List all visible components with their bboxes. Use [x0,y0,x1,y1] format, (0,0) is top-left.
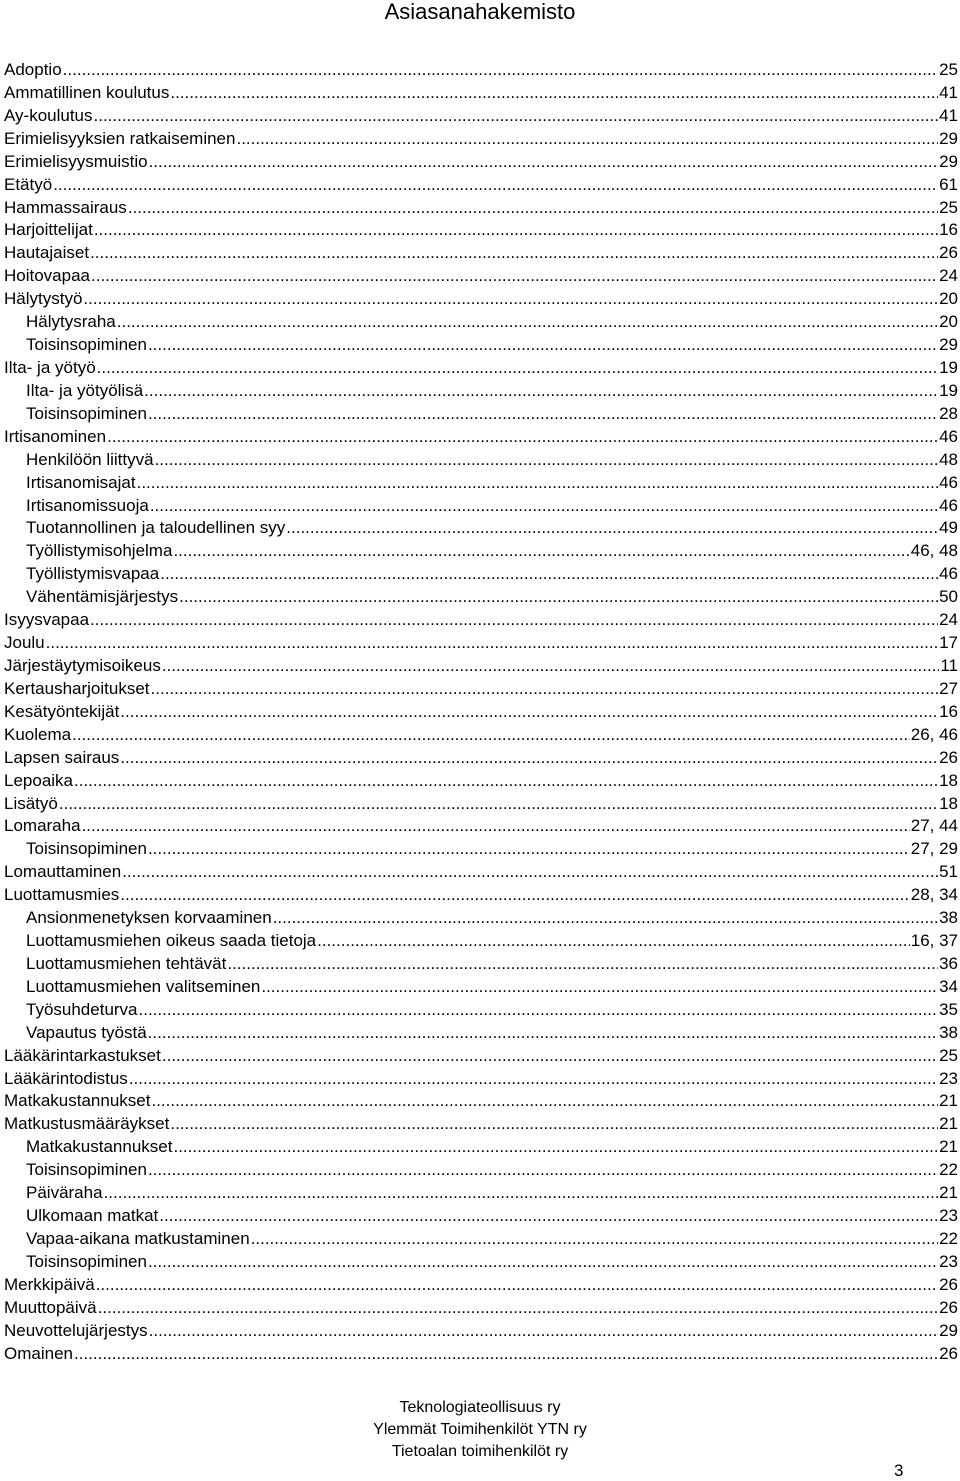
dot-leader [227,954,938,974]
footer-line: Teknologiateollisuus ry [399,1399,561,1416]
index-term: Joulu [4,633,45,653]
index-subentry [4,839,958,862]
dot-leader [83,289,938,309]
index-subentry [4,335,958,358]
index-entry [4,427,958,450]
index-page-ref: 36 [939,953,958,973]
dot-leader [120,885,909,905]
index-list [4,60,958,1367]
page-title: Asiasanahakemisto [384,0,576,24]
dot-leader [90,610,938,630]
dot-leader [129,1069,938,1089]
index-entry [4,358,958,381]
index-term: Toisinsopiminen [26,1251,147,1271]
dot-leader [173,541,909,561]
dot-leader [151,1091,938,1111]
index-term: Lääkärintodistus [4,1068,128,1088]
index-page-ref: 27, 29 [910,839,958,859]
index-term: Henkilöön liittyvä [26,449,154,469]
index-term: Harjoittelijat [4,220,93,240]
dot-leader [170,1114,938,1134]
index-term: Hälytystyö [4,289,83,309]
index-entry [4,771,958,794]
index-term: Omainen [4,1343,73,1363]
index-page-ref: 18 [939,770,958,790]
index-page-ref: 50 [939,587,958,607]
index-term: Matkakustannukset [26,1137,173,1157]
index-subentry [4,587,958,610]
index-page-ref: 11 [940,655,958,675]
index-page-ref: 23 [939,1251,958,1271]
index-subentry [4,1000,958,1023]
index-page-ref: 21 [939,1183,958,1203]
index-page-ref: 34 [939,976,958,996]
index-page-ref: 26 [939,1343,958,1363]
index-term: Lääkärintarkastukset [4,1045,161,1065]
index-entry [4,129,958,152]
index-subentry [4,473,958,496]
index-page-ref: 16 [939,701,958,721]
index-term: Lepoaika [4,770,74,790]
index-subentry [4,312,958,335]
index-term: Ilta- ja yötyö [4,357,96,377]
index-page-ref: 26, 46 [910,724,958,744]
dot-leader [137,473,938,493]
index-entry [4,885,958,908]
index-subentry [4,977,958,1000]
dot-leader [261,977,938,997]
index-term: Luottamusmiehen valitseminen [26,976,261,996]
dot-leader [155,450,939,470]
index-term: Kuolema [4,724,72,744]
dot-leader [162,1046,938,1066]
dot-leader [148,335,938,355]
index-page-ref: 25 [939,60,958,79]
index-page-ref: 23 [939,1206,958,1226]
index-entry [4,1321,958,1344]
dot-leader [91,266,938,286]
index-page-ref: 18 [939,793,958,813]
index-term: Työllistymisvapaa [26,564,160,584]
dot-leader [286,518,938,538]
index-term: Etätyö [4,174,53,194]
index-term: Toisinsopiminen [26,335,147,355]
index-page-ref: 29 [939,151,958,171]
index-page-ref: 51 [939,862,958,882]
page-number: 3 [894,1461,904,1480]
dot-leader [317,931,910,951]
index-entry [4,862,958,885]
index-entry [4,266,958,289]
index-page-ref: 25 [939,197,958,217]
index-term: Järjestäytymisoikeus [4,655,161,675]
index-term: Luottamusmiehen tehtävät [26,953,227,973]
index-subentry [4,1183,958,1206]
dot-leader [46,633,938,653]
index-entry [4,1046,958,1069]
index-subentry [4,496,958,519]
index-term: Ansionmenetyksen korvaaminen [26,908,272,928]
index-page-ref: 46 [939,472,958,492]
dot-leader [236,129,938,149]
index-page-ref: 17 [939,633,958,653]
footer-line: Tietoalan toimihenkilöt ry [391,1443,569,1460]
index-term: Merkkipäivä [4,1274,95,1294]
dot-leader [74,771,938,791]
dot-leader [150,496,938,516]
index-subentry [4,518,958,541]
index-subentry [4,954,958,977]
index-page-ref: 28, 34 [910,885,958,905]
dot-leader [104,1183,939,1203]
dot-leader [148,839,910,859]
dot-leader [120,702,938,722]
index-entry [4,702,958,725]
dot-leader [97,358,938,378]
index-entry [4,610,958,633]
dot-leader [120,748,938,768]
index-term: Lisätyö [4,793,58,813]
index-subentry [4,450,958,473]
dot-leader [151,679,939,699]
index-entry [4,60,958,83]
index-subentry [4,1160,958,1183]
index-term: Hautajaiset [4,243,90,263]
index-term: Matkakustannukset [4,1091,151,1111]
index-page-ref: 19 [939,380,958,400]
dot-leader [72,725,910,745]
index-page-ref: 29 [939,1320,958,1340]
dot-leader [90,243,938,263]
index-page-ref: 26 [939,747,958,767]
index-page-ref: 38 [939,1022,958,1042]
index-entry [4,1069,958,1092]
index-term: Hammassairaus [4,197,127,217]
index-page-ref: 28 [939,403,958,423]
index-page-ref: 26 [939,1274,958,1294]
index-subentry [4,381,958,404]
dot-leader [139,1000,939,1020]
index-entry [4,725,958,748]
dot-leader [117,312,938,332]
dot-leader [122,862,938,882]
index-term: Irtisanomissuoja [26,495,149,515]
index-entry [4,794,958,817]
index-page-ref: 29 [939,128,958,148]
index-term: Toisinsopiminen [26,403,147,423]
index-page-ref: 49 [939,518,958,538]
index-entry [4,1298,958,1321]
index-subentry [4,404,958,427]
dot-leader [94,106,939,126]
index-term: Muuttopäivä [4,1297,97,1317]
index-page-ref: 46, 48 [910,541,958,561]
index-page-ref: 46 [939,426,958,446]
dot-leader [160,564,938,584]
index-term: Isyysvapaa [4,610,90,630]
dot-leader [170,83,938,103]
index-entry [4,243,958,266]
index-term: Erimielisyysmuistio [4,151,148,171]
footer [0,1397,960,1463]
index-entry [4,656,958,679]
index-entry [4,106,958,129]
index-term: Luottamusmiehen oikeus saada tietoja [26,931,317,951]
dot-leader [148,1160,938,1180]
index-term: Toisinsopiminen [26,839,147,859]
dot-leader [251,1229,938,1249]
index-page-ref: 41 [939,82,958,102]
index-entry [4,220,958,243]
index-entry [4,1114,958,1137]
dot-leader [162,656,940,676]
index-subentry [4,1206,958,1229]
index-term: Lapsen sairaus [4,747,120,767]
dot-leader [149,152,939,172]
index-term: Vapautus työstä [26,1022,147,1042]
index-term: Kesätyöntekijät [4,701,120,721]
index-term: Erimielisyyksien ratkaiseminen [4,128,236,148]
dot-leader [179,587,938,607]
index-term: Neuvottelujärjestys [4,1320,148,1340]
dot-leader [82,816,910,836]
index-page-ref: 21 [939,1137,958,1157]
index-page-ref: 20 [939,312,958,332]
index-subentry [4,1252,958,1275]
dot-leader [128,198,938,218]
index-page-ref: 25 [939,1045,958,1065]
dot-leader [148,404,938,424]
index-subentry [4,908,958,931]
index-term: Irtisanomisajat [26,472,136,492]
index-page-ref: 48 [939,449,958,469]
index-page-ref: 26 [939,243,958,263]
index-page-ref: 21 [939,1091,958,1111]
index-entry [4,1344,958,1367]
dot-leader [148,1252,938,1272]
dot-leader [74,1344,938,1364]
index-page-ref: 46 [939,495,958,515]
index-page-ref: 35 [939,999,958,1019]
index-term: Matkustusmääräykset [4,1114,170,1134]
index-term: Päiväraha [26,1183,103,1203]
index-page-ref: 22 [939,1229,958,1249]
index-term: Vapaa-aikana matkustaminen [26,1229,250,1249]
index-page-ref: 20 [939,289,958,309]
index-page-ref: 22 [939,1160,958,1180]
dot-leader [59,794,938,814]
footer-line: Ylemmät Toimihenkilöt YTN ry [373,1421,587,1438]
index-page-ref: 26 [939,1297,958,1317]
index-term: Lomauttaminen [4,862,122,882]
dot-leader [144,381,938,401]
index-term: Ilta- ja yötyölisä [26,380,144,400]
dot-leader [63,60,938,80]
dot-leader [94,220,938,240]
index-term: Kertausharjoitukset [4,678,150,698]
index-page-ref: 27 [939,678,958,698]
index-entry [4,633,958,656]
dot-leader [98,1298,938,1318]
index-entry [4,748,958,771]
index-page-ref: 21 [939,1114,958,1134]
index-term: Hoitovapaa [4,266,91,286]
index-term: Irtisanominen [4,426,107,446]
index-page-ref: 23 [939,1068,958,1088]
index-page-ref: 19 [939,357,958,377]
index-page-ref: 16 [939,220,958,240]
index-subentry [4,931,958,954]
index-term: Adoptio [4,60,62,79]
index-term: Työllistymisohjelma [26,541,173,561]
index-subentry [4,1137,958,1160]
index-subentry [4,541,958,564]
index-entry [4,1091,958,1114]
index-page-ref: 41 [939,105,958,125]
index-page-ref: 24 [939,610,958,630]
index-subentry [4,1229,958,1252]
dot-leader [173,1137,938,1157]
index-page-ref: 61 [939,174,958,194]
index-term: Tuotannollinen ja taloudellinen syy [26,518,286,538]
index-entry [4,83,958,106]
dot-leader [96,1275,938,1295]
index-term: Ulkomaan matkat [26,1206,159,1226]
index-page-ref: 38 [939,908,958,928]
index-term: Vähentämisjärjestys [26,587,179,607]
index-entry [4,289,958,312]
index-page-ref: 29 [939,335,958,355]
index-subentry [4,564,958,587]
dot-leader [148,1023,938,1043]
index-term: Lomaraha [4,816,81,836]
index-page-ref: 16, 37 [910,931,958,951]
index-term: Luottamusmies [4,885,120,905]
dot-leader [273,908,938,928]
dot-leader [159,1206,938,1226]
index-entry [4,816,958,839]
index-term: Työsuhdeturva [26,999,138,1019]
index-entry [4,175,958,198]
index-entry [4,679,958,702]
index-page-ref: 46 [939,564,958,584]
index-entry [4,152,958,175]
index-page-ref: 27, 44 [910,816,958,836]
index-entry [4,198,958,221]
dot-leader [53,175,938,195]
index-term: Ay-koulutus [4,105,93,125]
index-page-ref: 24 [939,266,958,286]
dot-leader [107,427,938,447]
index-term: Ammatillinen koulutus [4,82,170,102]
index-subentry [4,1023,958,1046]
dot-leader [149,1321,938,1341]
index-term: Hälytysraha [26,312,116,332]
index-entry [4,1275,958,1298]
index-term: Toisinsopiminen [26,1160,147,1180]
